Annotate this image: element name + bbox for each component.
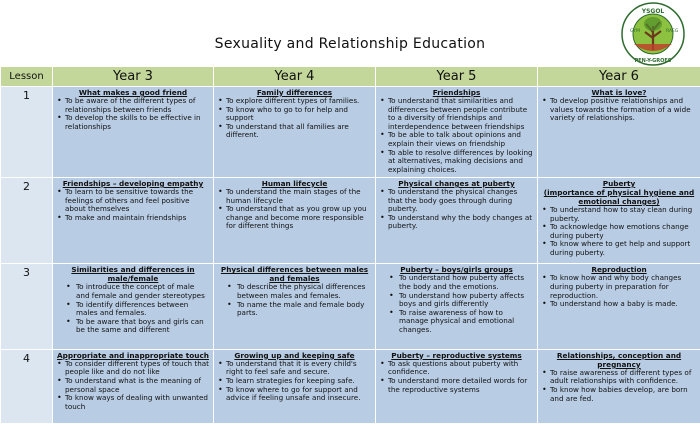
objective-item: • To describe the physical differences between males and females. (217, 283, 372, 300)
svg-text:GYM: GYM (630, 29, 640, 34)
school-logo (620, 2, 686, 66)
objective-list (541, 274, 697, 308)
objective-list (56, 360, 210, 412)
objective-item: • To be aware of the different types of relationships between friends (56, 97, 210, 114)
topic-title: Similarities and differences in male/female (71, 265, 195, 284)
topic-title: Puberty – boys/girls groups (400, 265, 513, 275)
topic-title: Growing up and keeping safe (234, 350, 355, 360)
header-year-4: Year 4 (214, 67, 376, 87)
topic-title: Puberty – reproductive systems (391, 350, 522, 360)
lesson-row (1, 87, 700, 178)
topic-cell (53, 264, 214, 349)
objective-item: • To learn to be sensitive towards the feelings of others and feel positive about themselves (56, 188, 210, 214)
objective-list (56, 283, 210, 335)
objective-item: • To understand that it is every child's right to feel safe and secure. (217, 360, 372, 377)
topic-title: Puberty (importance of physical hygiene and emotional changes) (543, 178, 695, 206)
lesson-row (1, 264, 700, 349)
topic-cell (538, 177, 700, 263)
topic-cell (538, 349, 700, 423)
objective-item: • To understand the main stages of the human lifecycle (217, 188, 372, 205)
topic-title: What is love? (591, 88, 647, 97)
topic-cell (214, 349, 376, 423)
school-logo-badge (620, 2, 686, 66)
objective-item: • To be able to talk about opinions and explain their views on friendship (379, 131, 534, 148)
topic-cell (214, 87, 376, 178)
lesson-row (1, 349, 700, 423)
objective-item: • To understand the physical changes that the body goes through during puberty. (379, 188, 534, 214)
topic-title: Family differences (256, 88, 333, 97)
lesson-number: 4 (1, 349, 53, 423)
objective-list (56, 97, 210, 131)
objective-item: • To understand why the body changes at puberty. (379, 214, 534, 231)
objective-item: • To understand what is the meaning of personal space (56, 377, 210, 394)
topic-cell (376, 264, 538, 349)
topic-title: Physical differences between males and females (220, 265, 369, 284)
lesson-number: 1 (1, 87, 53, 178)
objective-item: • To know where to get help and support during puberty. (541, 240, 697, 257)
objective-list (217, 283, 372, 317)
topic-cell (376, 349, 538, 423)
objective-item: • To ask questions about puberty with confidence. (379, 360, 534, 377)
header-lesson: Lesson (1, 67, 53, 87)
objective-list (541, 206, 697, 258)
topic-cell (53, 349, 214, 423)
objective-list (379, 360, 534, 394)
objective-item: • To understand that as you grow up you change and become more responsible for different things (217, 205, 372, 231)
objective-item: • To understand how to stay clean during puberty. (541, 206, 697, 223)
objective-item: • To explore different types of families. (217, 97, 372, 106)
topic-title: Human lifecycle (261, 178, 328, 188)
topic-title: Appropriate and inappropriate touch (57, 350, 209, 360)
svg-text:YSGOL: YSGOL (641, 8, 665, 15)
header-year-6: Year 6 (538, 67, 700, 87)
objective-item: • To raise awareness of how to manage physical and emotional changes. (379, 309, 534, 335)
lesson-number: 3 (1, 264, 53, 349)
objective-item: • To identify differences between males and females. (56, 301, 210, 318)
objective-item: • To name the male and female body parts. (217, 301, 372, 318)
topic-cell (538, 264, 700, 349)
objective-list (541, 97, 697, 123)
objective-item: • To understand more detailed words for the reproductive systems (379, 377, 534, 394)
topic-title: Physical changes at puberty (398, 178, 515, 188)
objective-list (217, 360, 372, 403)
objective-item: • To raise awareness of different types of adult relationships with confidence. (541, 369, 697, 386)
objective-item: • To know who to go to for help and support (217, 106, 372, 123)
topic-cell (376, 177, 538, 263)
topic-title: Friendships (432, 88, 481, 97)
svg-text:PEN-Y-GROES: PEN-Y-GROES (634, 58, 672, 64)
objective-item: • To introduce the concept of male and female and gender stereotypes (56, 283, 210, 300)
topic-title: What makes a good friend (78, 88, 188, 97)
topic-cell (538, 87, 700, 178)
header-year-3: Year 3 (53, 67, 214, 87)
header-row (1, 67, 700, 87)
lesson-row (1, 177, 700, 263)
objective-item: • To be aware that boys and girls can be the same and different (56, 318, 210, 335)
objective-list (541, 369, 697, 403)
lesson-number: 2 (1, 177, 53, 263)
topic-cell (214, 264, 376, 349)
page-title: Sexuality and Relationship Education (214, 36, 486, 52)
topic-cell (53, 87, 214, 178)
objective-item: • To understand that similarities and differences between people contribute to a diversity of friendships and interdependence between friendships (379, 97, 534, 131)
objective-list (379, 188, 534, 231)
svg-text:RAEG: RAEG (666, 29, 679, 34)
topic-title: Relationships, conception and pregnancy (556, 350, 682, 369)
objective-item: • To know where to go for support and advice if feeling unsafe and insecure. (217, 386, 372, 403)
header-year-5: Year 5 (376, 67, 538, 87)
objective-item: • To know how babies develop, are born and are fed. (541, 386, 697, 403)
objective-item: • To understand how puberty affects boys and girls differently (379, 292, 534, 309)
objective-item: • To know ways of dealing with unwanted touch (56, 394, 210, 411)
objective-list (56, 188, 210, 222)
objective-list (379, 274, 534, 334)
topic-cell (214, 177, 376, 263)
curriculum-table (0, 66, 700, 424)
objective-item: • To learn strategies for keeping safe. (217, 377, 372, 386)
objective-item: • To understand how puberty affects the body and the emotions. (379, 274, 534, 291)
objective-item: • To make and maintain friendships (56, 214, 210, 223)
objective-item: • To know how and why body changes during puberty in preparation for reproduction. (541, 274, 697, 300)
objective-item: • To acknowledge how emotions change during puberty (541, 223, 697, 240)
objective-item: • To consider different types of touch that people like and do not like (56, 360, 210, 377)
objective-item: • To able to resolve differences by looking at alternatives, making decisions and explaining choices. (379, 149, 534, 175)
topic-cell (376, 87, 538, 178)
objective-item: • To develop positive relationships and values towards the formation of a wide variety of relationships. (541, 97, 697, 123)
topic-title: Reproduction (591, 265, 647, 275)
objective-item: • To understand that all families are different. (217, 123, 372, 140)
objective-item: • To understand how a baby is made. (541, 300, 697, 309)
objective-item: • To develop the skills to be effective in relationships (56, 114, 210, 131)
topic-title: Friendships – developing empathy (62, 178, 204, 188)
topic-cell (53, 177, 214, 263)
objective-list (379, 97, 534, 174)
objective-list (217, 188, 372, 231)
objective-list (217, 97, 372, 140)
